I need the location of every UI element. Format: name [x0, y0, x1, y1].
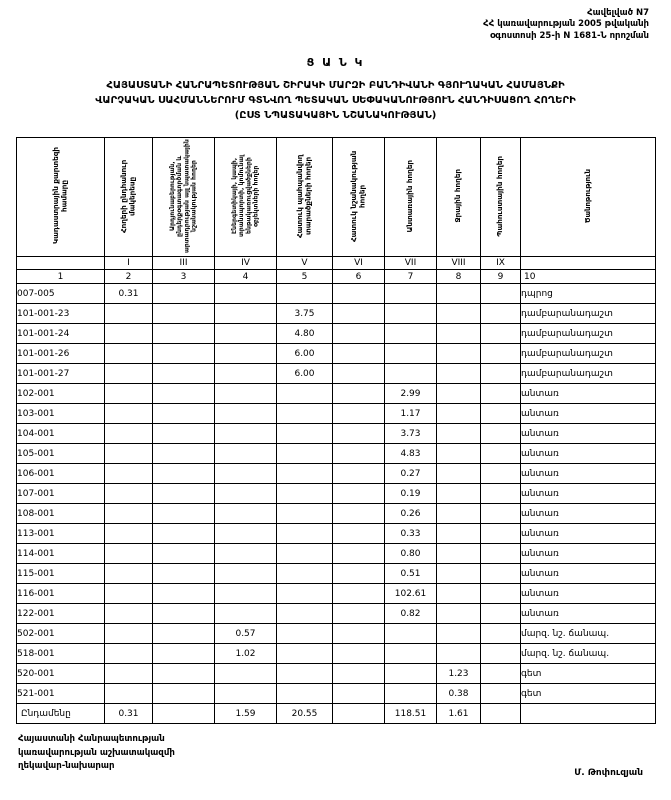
cell-c8 [437, 284, 481, 304]
table-row [17, 604, 656, 624]
colnum-2: 3 [153, 270, 215, 284]
cell-c8: 1.23 [437, 664, 481, 684]
cell-c7: 0.51 [385, 564, 437, 584]
cell-c9 [481, 544, 521, 564]
cell-code: 518-001 [17, 644, 105, 664]
cell-code: 107-001 [17, 484, 105, 504]
colnum-5: 6 [333, 270, 385, 284]
roman-1: I [105, 257, 153, 270]
roman-2: III [153, 257, 215, 270]
cell-c5: 6.00 [277, 344, 333, 364]
cell-c4 [215, 504, 277, 524]
cell-code: 106-001 [17, 464, 105, 484]
roman-numeral-row [17, 257, 656, 270]
colnum-6: 7 [385, 270, 437, 284]
table-row [17, 404, 656, 424]
table-row [17, 524, 656, 544]
cell-c5 [277, 384, 333, 404]
cell-c6 [333, 664, 385, 684]
cell-c9 [481, 324, 521, 344]
cell-c6 [333, 524, 385, 544]
cell-c5 [277, 424, 333, 444]
cell-c6 [333, 584, 385, 604]
cell-c7 [385, 684, 437, 704]
cell-c4 [215, 484, 277, 504]
cell-c3 [153, 484, 215, 504]
cell-c7: 0.27 [385, 464, 437, 484]
cell-c3 [153, 504, 215, 524]
cell-c2 [105, 464, 153, 484]
cell-code: 114-001 [17, 544, 105, 564]
total-c7: 118.51 [385, 704, 437, 724]
colnum-4: 5 [277, 270, 333, 284]
cell-c2 [105, 564, 153, 584]
table-row [17, 484, 656, 504]
cell-c8 [437, 344, 481, 364]
cell-c5: 6.00 [277, 364, 333, 384]
cell-c2 [105, 424, 153, 444]
cell-code: 101-001-27 [17, 364, 105, 384]
table-row [17, 664, 656, 684]
cell-c3 [153, 624, 215, 644]
colnum-8: 9 [481, 270, 521, 284]
cell-c6 [333, 504, 385, 524]
cell-c3 [153, 404, 215, 424]
cell-c2 [105, 644, 153, 664]
cell-c6 [333, 304, 385, 324]
cell-c9 [481, 384, 521, 404]
cell-c8 [437, 604, 481, 624]
cell-c8 [437, 464, 481, 484]
cell-c6 [333, 644, 385, 664]
table-row [17, 344, 656, 364]
cell-c3 [153, 644, 215, 664]
cell-c9 [481, 304, 521, 324]
cell-c3 [153, 344, 215, 364]
cell-note: դամբարանադաշտ [521, 344, 656, 364]
cell-c7 [385, 344, 437, 364]
cell-code: 105-001 [17, 444, 105, 464]
cell-c9 [481, 424, 521, 444]
roman-4: V [277, 257, 333, 270]
cell-code: 502-001 [17, 624, 105, 644]
signature-line-3: ղեկավար-նախարար [18, 761, 115, 772]
cell-c2 [105, 444, 153, 464]
cell-c6 [333, 444, 385, 464]
col-header-2: Արդյունաբերության, ընդերքօգտագործման և արտադրության այլ նպատակային նշանակության հողեր [153, 138, 215, 257]
cell-code: 101-001-26 [17, 344, 105, 364]
cell-note: անտառ [521, 544, 656, 564]
cell-c9 [481, 584, 521, 604]
cell-c4 [215, 464, 277, 484]
cell-c8 [437, 524, 481, 544]
cell-c6 [333, 404, 385, 424]
cell-c5 [277, 444, 333, 464]
cell-c8 [437, 624, 481, 644]
cell-c4 [215, 324, 277, 344]
table-head [17, 138, 656, 284]
cell-c6 [333, 364, 385, 384]
cell-c9 [481, 564, 521, 584]
cell-c9 [481, 444, 521, 464]
table-row [17, 384, 656, 404]
cell-c3 [153, 524, 215, 544]
colnum-7: 8 [437, 270, 481, 284]
cell-c5 [277, 584, 333, 604]
cell-c2 [105, 404, 153, 424]
cell-c8 [437, 484, 481, 504]
cell-c4 [215, 544, 277, 564]
cell-c8 [437, 504, 481, 524]
cell-note: անտառ [521, 424, 656, 444]
cell-c4 [215, 604, 277, 624]
cell-note: դամբարանադաշտ [521, 364, 656, 384]
cell-c6 [333, 384, 385, 404]
col-header-5: Հատուկ նշանակության հողեր [333, 138, 385, 257]
title-subline-1: ՀԱՅԱՍՏԱՆԻ ՀԱՆՐԱՊԵՏՈՒԹՅԱՆ ՇԻՐԱԿԻ ՄԱՐԶԻ ԲԱՆԴԻՎԱՆԻ ԳՅՈՒՂԱԿԱՆ ՀԱՄԱՅՆՔԻ [106, 80, 565, 92]
cell-c8 [437, 384, 481, 404]
cell-code: 115-001 [17, 564, 105, 584]
cell-c2 [105, 364, 153, 384]
cell-c4 [215, 284, 277, 304]
title-subline-2: ՎԱՐՉԱԿԱՆ ՍԱՀՄԱՆՆԵՐՈՒՄ ԳՏՆՎՈՂ ՊԵՏԱԿԱՆ ՍԵՓԱԿԱՆՈՒԹՅՈՒՆ ՀԱՆԴԻՍԱՑՈՂ ՀՈՂԵՐԻ [95, 95, 576, 107]
table-row [17, 564, 656, 584]
cell-c4 [215, 404, 277, 424]
cell-note: անտառ [521, 584, 656, 604]
col-header-8: Պահուստային հողեր [481, 138, 521, 257]
cell-c5 [277, 664, 333, 684]
cell-note: անտառ [521, 404, 656, 424]
cell-c9 [481, 604, 521, 624]
col-header-4: Հատուկ պահպանվող տարածքների հողեր [277, 138, 333, 257]
cell-c8 [437, 324, 481, 344]
cell-c4 [215, 524, 277, 544]
cell-note: անտառ [521, 604, 656, 624]
cell-code: 113-001 [17, 524, 105, 544]
cell-code: 108-001 [17, 504, 105, 524]
cell-c6 [333, 464, 385, 484]
cell-c7: 0.82 [385, 604, 437, 624]
roman-7: VIII [437, 257, 481, 270]
roman-0 [17, 257, 105, 270]
cell-c2 [105, 684, 153, 704]
cell-c9 [481, 524, 521, 544]
cell-note: անտառ [521, 464, 656, 484]
cell-c7: 102.61 [385, 584, 437, 604]
cell-c8 [437, 584, 481, 604]
cell-c5 [277, 284, 333, 304]
table-row [17, 444, 656, 464]
cell-c3 [153, 564, 215, 584]
cell-c3 [153, 284, 215, 304]
cell-c4 [215, 564, 277, 584]
table-row [17, 644, 656, 664]
cell-c8 [437, 424, 481, 444]
header-labels-row [17, 138, 656, 257]
roman-8: IX [481, 257, 521, 270]
roman-9 [521, 257, 656, 270]
cell-c6 [333, 684, 385, 704]
cell-c9 [481, 624, 521, 644]
cell-note: անտառ [521, 524, 656, 544]
cell-c8 [437, 644, 481, 664]
cell-c2 [105, 324, 153, 344]
table-body [17, 284, 656, 724]
total-c6 [333, 704, 385, 724]
cell-c4 [215, 384, 277, 404]
cell-c2 [105, 584, 153, 604]
header-line-1: Հավելված N7 [587, 8, 649, 18]
header-line-3: օգոստոսի 25-ի N 1681-Ն որոշման [490, 30, 649, 41]
total-label: Ընդամենը [17, 704, 105, 724]
land-table [16, 137, 656, 724]
cell-c7 [385, 324, 437, 344]
cell-c7: 1.17 [385, 404, 437, 424]
cell-note: գետ [521, 664, 656, 684]
table-row [17, 464, 656, 484]
cell-note: անտառ [521, 384, 656, 404]
roman-5: VI [333, 257, 385, 270]
col-header-1: Հողերի ընդհանուր մակերեսը [105, 138, 153, 257]
cell-c3 [153, 544, 215, 564]
cell-c2 [105, 344, 153, 364]
cell-c3 [153, 604, 215, 624]
table-row [17, 364, 656, 384]
table-row [17, 424, 656, 444]
cell-code: 116-001 [17, 584, 105, 604]
cell-c3 [153, 664, 215, 684]
cell-c4 [215, 584, 277, 604]
cell-note: գետ [521, 684, 656, 704]
document-header [0, 0, 671, 42]
cell-c7: 2.99 [385, 384, 437, 404]
cell-note: անտառ [521, 504, 656, 524]
cell-c7 [385, 304, 437, 324]
title-subline-3: (ԸՍՏ ՆՊԱՏԱԿԱՅԻՆ ՆՇԱՆԱԿՈՒԹՅԱՆ) [234, 110, 437, 122]
cell-code: 104-001 [17, 424, 105, 444]
cell-note: դպրոց [521, 284, 656, 304]
cell-c5 [277, 484, 333, 504]
cell-c8 [437, 544, 481, 564]
cell-c2 [105, 484, 153, 504]
cell-code: 103-001 [17, 404, 105, 424]
cell-c9 [481, 464, 521, 484]
cell-c9 [481, 684, 521, 704]
cell-c7: 0.33 [385, 524, 437, 544]
cell-c9 [481, 284, 521, 304]
cell-c4: 1.02 [215, 644, 277, 664]
cell-code: 101-001-24 [17, 324, 105, 344]
column-number-row [17, 270, 656, 284]
table-row [17, 284, 656, 304]
cell-c2 [105, 524, 153, 544]
cell-c9 [481, 484, 521, 504]
col-header-6: Անտառային հողեր [385, 138, 437, 257]
cell-c2: 0.31 [105, 284, 153, 304]
cell-c6 [333, 604, 385, 624]
cell-c7: 0.80 [385, 544, 437, 564]
cell-c8 [437, 404, 481, 424]
cell-c7: 0.26 [385, 504, 437, 524]
cell-c9 [481, 404, 521, 424]
col-header-0: Կադաստրային քարտեզի համարը [17, 138, 105, 257]
cell-note: անտառ [521, 484, 656, 504]
cell-c9 [481, 344, 521, 364]
cell-c9 [481, 664, 521, 684]
table-row [17, 584, 656, 604]
cell-c7 [385, 664, 437, 684]
cell-c4 [215, 344, 277, 364]
cell-c3 [153, 464, 215, 484]
cell-c7: 0.19 [385, 484, 437, 504]
cell-c3 [153, 684, 215, 704]
cell-c7: 4.83 [385, 444, 437, 464]
cell-c5 [277, 684, 333, 704]
table-row [17, 624, 656, 644]
cell-c2 [105, 384, 153, 404]
cell-c4 [215, 684, 277, 704]
page-title: Ց Ա Ն Կ [306, 56, 365, 70]
table-total-row [17, 704, 656, 724]
cell-c4 [215, 304, 277, 324]
total-c2: 0.31 [105, 704, 153, 724]
cell-c5 [277, 504, 333, 524]
cell-c2 [105, 604, 153, 624]
land-table-container [16, 137, 655, 724]
cell-c2 [105, 624, 153, 644]
cell-c2 [105, 504, 153, 524]
cell-c6 [333, 344, 385, 364]
cell-c6 [333, 624, 385, 644]
cell-code: 520-001 [17, 664, 105, 684]
cell-code: 101-001-23 [17, 304, 105, 324]
total-c3 [153, 704, 215, 724]
cell-c8: 0.38 [437, 684, 481, 704]
title-block [0, 56, 671, 123]
cell-c4: 0.57 [215, 624, 277, 644]
signatory-name: Մ. Թոփուզյան [574, 768, 643, 779]
cell-c9 [481, 364, 521, 384]
signature-block [18, 733, 653, 779]
table-row [17, 324, 656, 344]
cell-note: դամբարանադաշտ [521, 324, 656, 344]
cell-c8 [437, 444, 481, 464]
cell-c8 [437, 304, 481, 324]
cell-c6 [333, 284, 385, 304]
total-c9 [481, 704, 521, 724]
total-c5: 20.55 [277, 704, 333, 724]
cell-note: դամբարանադաշտ [521, 304, 656, 324]
cell-c5 [277, 464, 333, 484]
cell-note: անտառ [521, 564, 656, 584]
cell-c7 [385, 644, 437, 664]
cell-c2 [105, 664, 153, 684]
cell-c4 [215, 444, 277, 464]
colnum-3: 4 [215, 270, 277, 284]
cell-c3 [153, 424, 215, 444]
cell-c8 [437, 564, 481, 584]
cell-c2 [105, 304, 153, 324]
cell-c5 [277, 404, 333, 424]
col-header-9: Ծանոթություն [521, 138, 656, 257]
cell-c4 [215, 664, 277, 684]
cell-c5 [277, 524, 333, 544]
cell-note: մարզ. նշ. ճանապ. [521, 624, 656, 644]
cell-c5: 3.75 [277, 304, 333, 324]
header-line-2: ՀՀ կառավարության 2005 թվականի [483, 19, 649, 30]
cell-c7 [385, 364, 437, 384]
colnum-0: 1 [17, 270, 105, 284]
colnum-9: 10 [521, 270, 656, 284]
roman-3: IV [215, 257, 277, 270]
cell-code: 521-001 [17, 684, 105, 704]
table-row [17, 504, 656, 524]
table-row [17, 304, 656, 324]
cell-c5 [277, 624, 333, 644]
cell-c6 [333, 424, 385, 444]
total-c8: 1.61 [437, 704, 481, 724]
colnum-1: 2 [105, 270, 153, 284]
cell-note: անտառ [521, 444, 656, 464]
cell-c4 [215, 364, 277, 384]
cell-c5: 4.80 [277, 324, 333, 344]
cell-c4 [215, 424, 277, 444]
cell-c5 [277, 604, 333, 624]
cell-c5 [277, 644, 333, 664]
cell-c3 [153, 584, 215, 604]
cell-c5 [277, 564, 333, 584]
cell-c7 [385, 624, 437, 644]
cell-c9 [481, 504, 521, 524]
cell-c6 [333, 544, 385, 564]
cell-c7 [385, 284, 437, 304]
cell-c8 [437, 364, 481, 384]
total-c4: 1.59 [215, 704, 277, 724]
cell-c3 [153, 324, 215, 344]
cell-c6 [333, 324, 385, 344]
cell-c3 [153, 384, 215, 404]
roman-6: VII [385, 257, 437, 270]
cell-c3 [153, 304, 215, 324]
cell-c2 [105, 544, 153, 564]
table-row [17, 544, 656, 564]
table-row [17, 684, 656, 704]
cell-code: 122-001 [17, 604, 105, 624]
cell-c6 [333, 484, 385, 504]
signature-line-1: Հայաստանի Հանրապետության [18, 734, 165, 745]
cell-c5 [277, 544, 333, 564]
cell-c3 [153, 444, 215, 464]
cell-c7: 3.73 [385, 424, 437, 444]
cell-c6 [333, 564, 385, 584]
cell-code: 007-005 [17, 284, 105, 304]
total-note [521, 704, 656, 724]
cell-c3 [153, 364, 215, 384]
signature-line-2: կառավարության աշխատակազմի [18, 747, 175, 758]
col-header-3: Էներգետիկայի, կապի, տրանսպորտի, կոմունալ ենթակառուցվածքների օբյեկտների հողեր [215, 138, 277, 257]
cell-note: մարզ. նշ. ճանապ. [521, 644, 656, 664]
col-header-7: Ջրային հողեր [437, 138, 481, 257]
cell-c9 [481, 644, 521, 664]
cell-code: 102-001 [17, 384, 105, 404]
